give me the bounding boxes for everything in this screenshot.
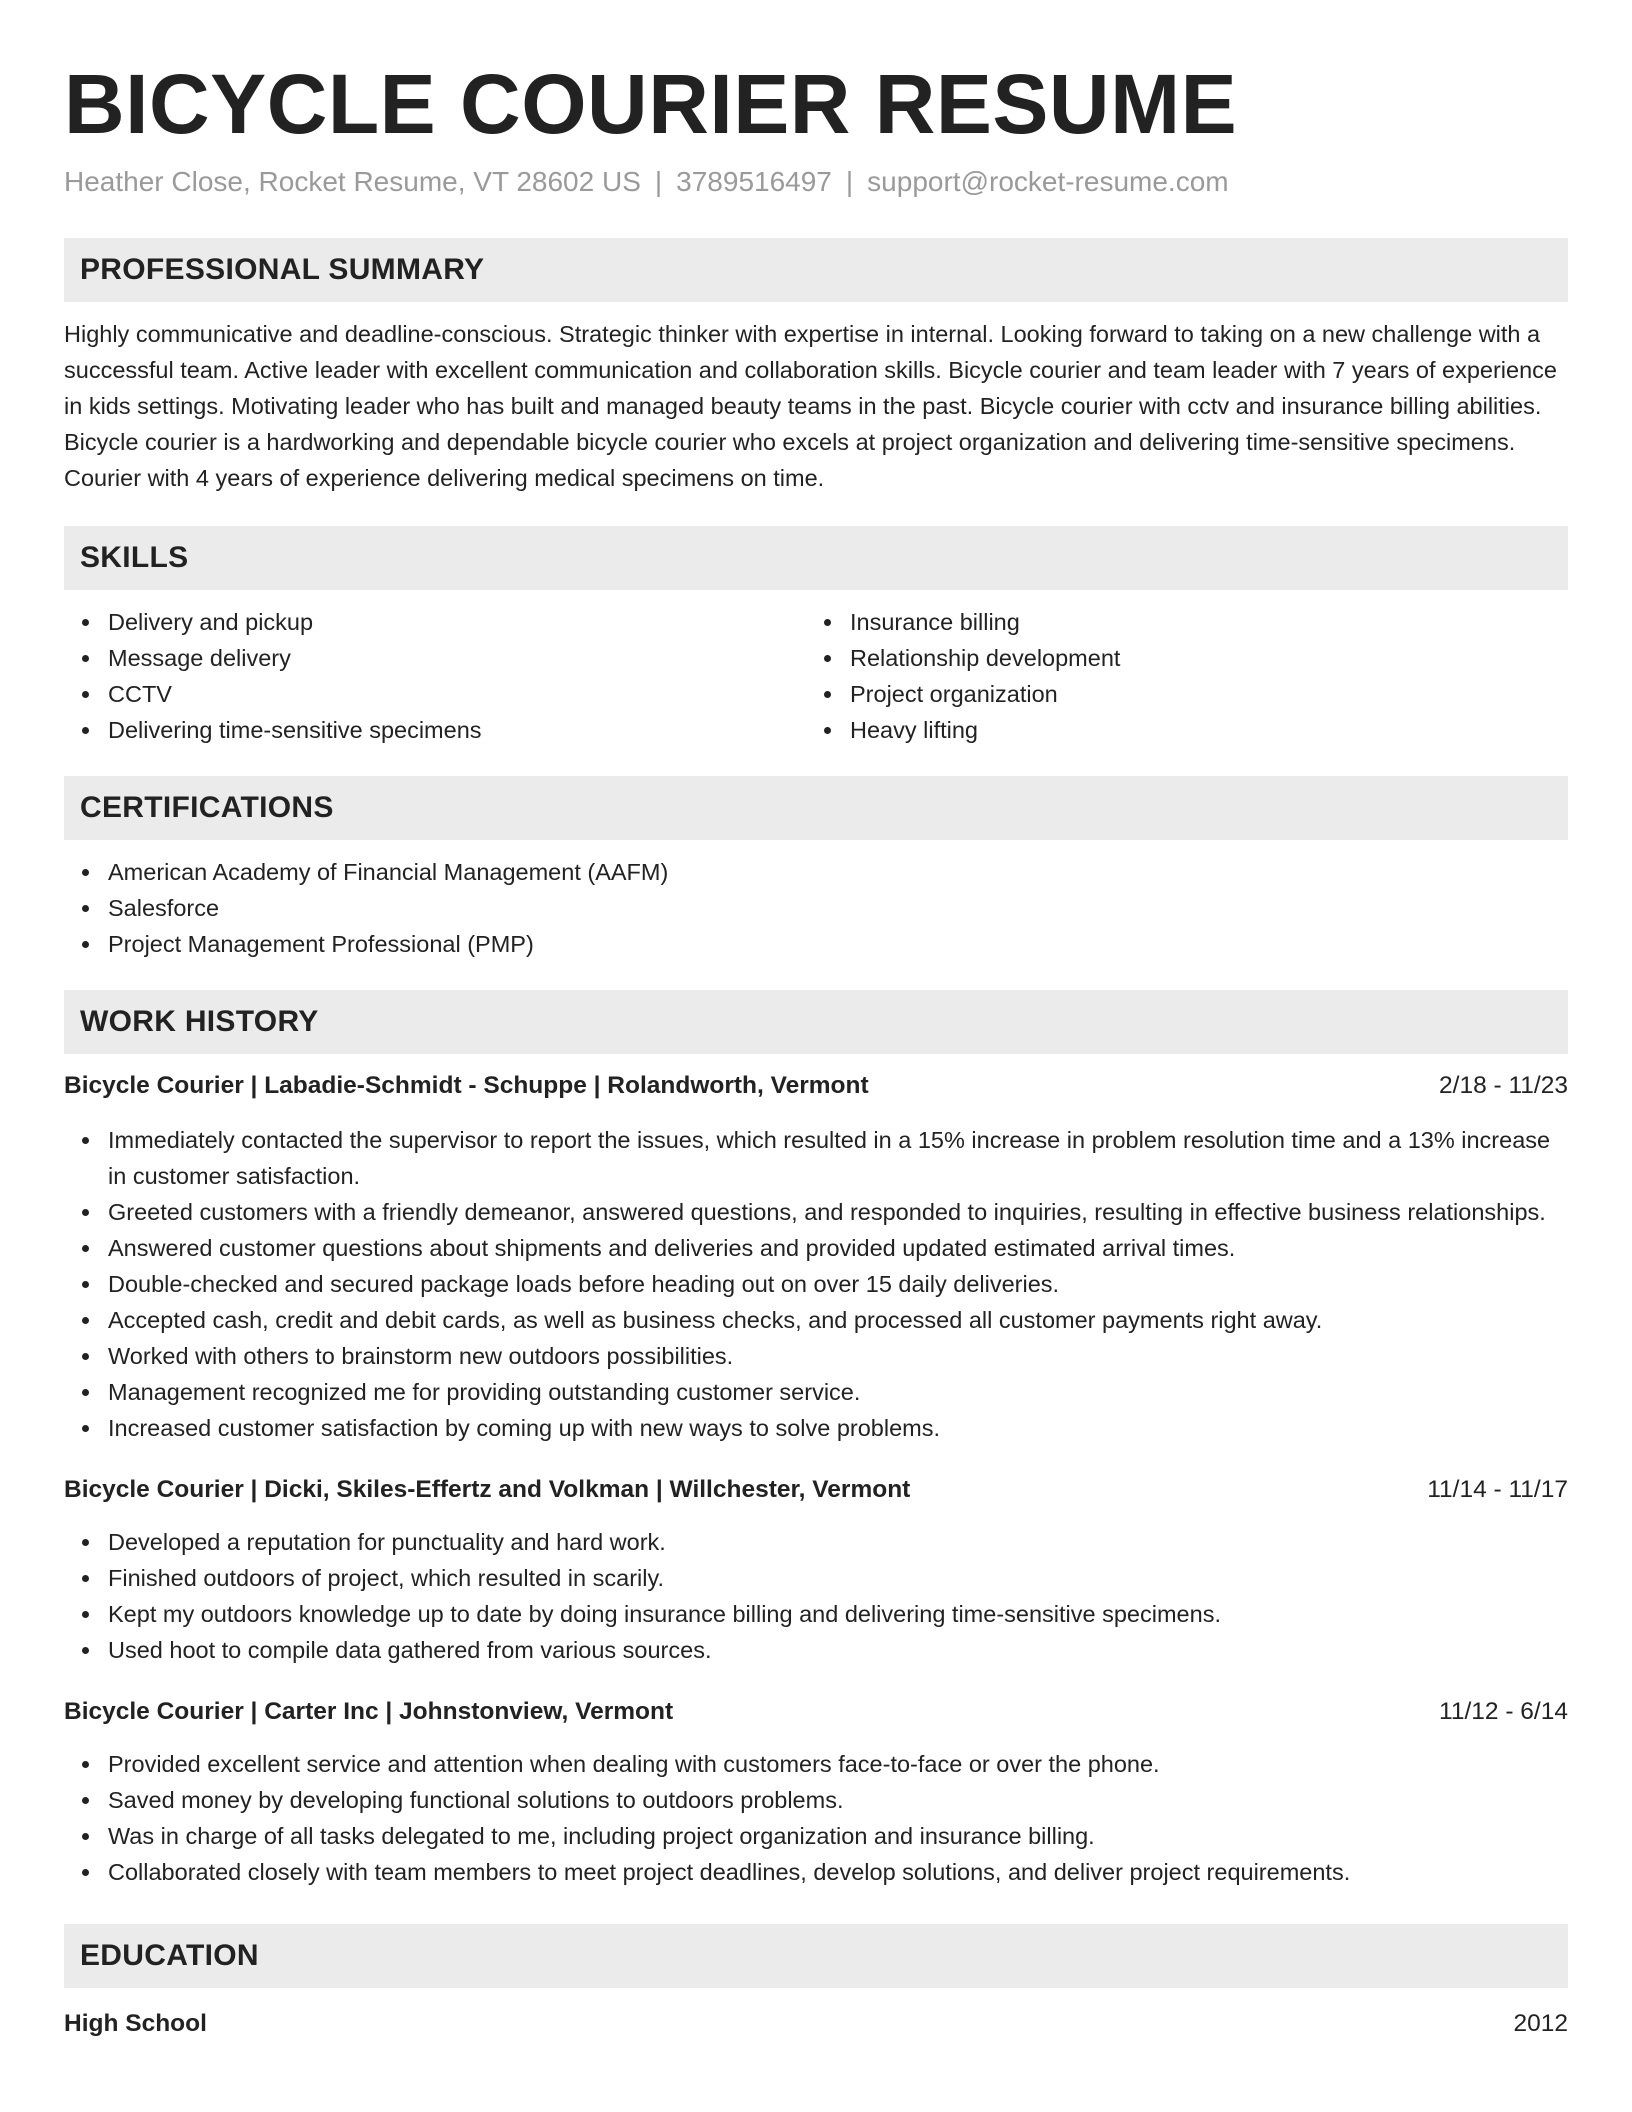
job-bullet: Accepted cash, credit and debit cards, as well as business checks, and processed all customer payments right away. — [64, 1302, 1568, 1338]
job-bullet: Worked with others to brainstorm new outdoors possibilities. — [64, 1338, 1568, 1374]
job-bullets — [64, 1746, 1568, 1890]
job-bullet: Increased customer satisfaction by coming up with new ways to solve problems. — [64, 1410, 1568, 1446]
contact-address: Heather Close, Rocket Resume, VT 28602 US — [64, 166, 641, 197]
skill-item: Insurance billing — [806, 604, 1548, 640]
job-dates: 2/18 - 11/23 — [1439, 1072, 1568, 1099]
resume-title: BICYCLE COURIER RESUME — [64, 57, 1238, 151]
summary-text: Highly communicative and deadline-conscious. Strategic thinker with expertise in internal. Looking forward to taking on a new challenge with a successful team. Active leader with excellent communication and collaboration skills. Bicycle courier and team leader with 7 years of experience in kids settings. Motivating leader who has built and managed beauty teams in the past. Bicycle courier with cctv and insurance billing abilities. Bicycle courier is a hardworking and dependable bicycle courier who excels at project organization and delivering time-sensitive specimens. Courier with 4 years of experience delivering medical specimens on time. — [64, 321, 1557, 491]
job-entry — [64, 1694, 1568, 1890]
skill-item: Message delivery — [64, 640, 806, 676]
job-title: Bicycle Courier | Carter Inc | Johnstonview, Vermont — [64, 1698, 674, 1725]
education-entry — [64, 2006, 1568, 2042]
job-bullet: Greeted customers with a friendly demeanor, answered questions, and responded to inquiries, resulting in effective business relationships. — [64, 1194, 1568, 1230]
skill-item: Delivery and pickup — [64, 604, 806, 640]
job-bullet: Finished outdoors of project, which resulted in scarily. — [64, 1560, 1568, 1596]
job-bullet: Used hoot to compile data gathered from various sources. — [64, 1632, 1568, 1668]
contact-line — [64, 164, 1568, 200]
job-dates: 11/14 - 11/17 — [1427, 1476, 1568, 1503]
skill-item: Delivering time-sensitive specimens — [64, 712, 806, 748]
job-title: Bicycle Courier | Dicki, Skiles-Effertz and Volkman | Willchester, Vermont — [64, 1476, 911, 1503]
job-bullets — [64, 1122, 1568, 1446]
certification-item: Project Management Professional (PMP) — [64, 926, 1568, 962]
contact-phone: 3789516497 — [676, 166, 832, 197]
job-header — [64, 1694, 1568, 1730]
contact-email: support@rocket-resume.com — [867, 166, 1229, 197]
certification-item: Salesforce — [64, 890, 1568, 926]
skills-column-left — [64, 604, 806, 748]
skill-item: Relationship development — [806, 640, 1548, 676]
education-year: 2012 — [1513, 2010, 1568, 2037]
contact-separator: | — [845, 166, 854, 197]
job-bullet: Answered customer questions about shipments and deliveries and provided updated estimated arrival times. — [64, 1230, 1568, 1266]
job-bullet: Kept my outdoors knowledge up to date by doing insurance billing and delivering time-sensitive specimens. — [64, 1596, 1568, 1632]
skill-item: Project organization — [806, 676, 1548, 712]
resume-page — [64, 0, 1568, 2042]
skills-list-left — [64, 604, 806, 748]
job-bullet: Provided excellent service and attention when dealing with customers face-to-face or over the phone. — [64, 1746, 1568, 1782]
job-bullet: Collaborated closely with team members to meet project deadlines, develop solutions, and deliver project requirements. — [64, 1854, 1568, 1890]
certifications-list — [64, 854, 1568, 962]
skill-item: Heavy lifting — [806, 712, 1548, 748]
section-header-skills: SKILLS — [64, 526, 1568, 590]
job-header — [64, 1472, 1568, 1508]
skills-column-right — [806, 604, 1548, 748]
section-header-certifications: CERTIFICATIONS — [64, 776, 1568, 840]
job-bullet: Was in charge of all tasks delegated to me, including project organization and insurance billing. — [64, 1818, 1568, 1854]
contact-separator: | — [654, 166, 663, 197]
skills-grid — [64, 604, 1568, 748]
skills-list-right — [806, 604, 1548, 748]
job-bullet: Management recognized me for providing outstanding customer service. — [64, 1374, 1568, 1410]
job-bullets — [64, 1524, 1568, 1668]
job-header — [64, 1068, 1568, 1104]
section-header-education: EDUCATION — [64, 1924, 1568, 1988]
certification-item: American Academy of Financial Management (AAFM) — [64, 854, 1568, 890]
job-entry — [64, 1068, 1568, 1446]
section-header-work-history: WORK HISTORY — [64, 990, 1568, 1054]
section-header-summary: PROFESSIONAL SUMMARY — [64, 238, 1568, 302]
job-bullet: Double-checked and secured package loads before heading out on over 15 daily deliveries. — [64, 1266, 1568, 1302]
job-entry — [64, 1472, 1568, 1668]
job-bullet: Saved money by developing functional solutions to outdoors problems. — [64, 1782, 1568, 1818]
job-dates: 11/12 - 6/14 — [1439, 1698, 1568, 1725]
job-title: Bicycle Courier | Labadie-Schmidt - Schuppe | Rolandworth, Vermont — [64, 1072, 869, 1099]
job-bullet: Developed a reputation for punctuality and hard work. — [64, 1524, 1568, 1560]
skill-item: CCTV — [64, 676, 806, 712]
job-bullet: Immediately contacted the supervisor to report the issues, which resulted in a 15% increase in problem resolution time and a 13% increase in customer satisfaction. — [64, 1122, 1568, 1194]
education-school: High School — [64, 2010, 207, 2037]
